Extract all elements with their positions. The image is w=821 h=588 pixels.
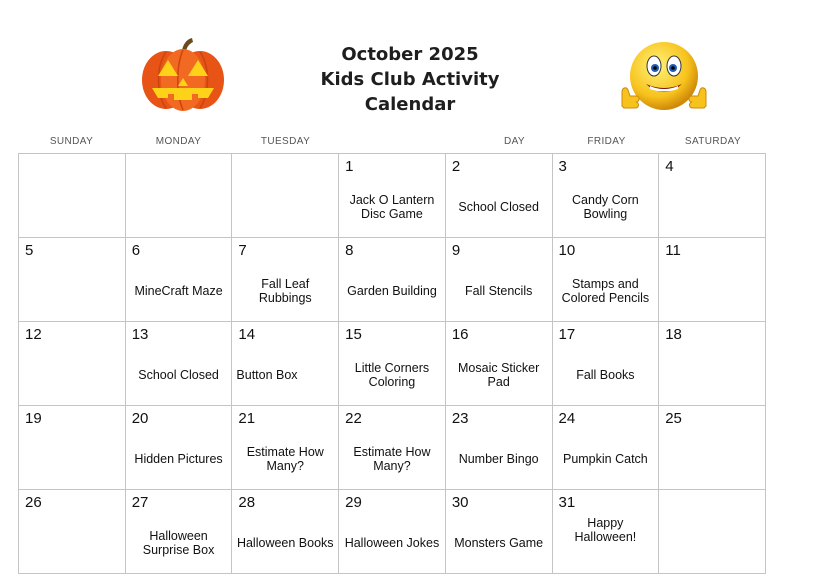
activity-text [23, 434, 121, 483]
calendar-day-cell [552, 490, 659, 574]
calendar-day-cell [552, 322, 659, 406]
calendar-day-cell [445, 238, 552, 322]
calendar-day-cell [552, 238, 659, 322]
activity-text [23, 518, 121, 567]
title-line-3: Calendar [364, 94, 456, 115]
calendar-day-cell [232, 154, 339, 238]
day-number: 15 [345, 326, 362, 343]
weekday-monday: MONDAY [155, 136, 202, 147]
calendar-day-cell [125, 490, 232, 574]
calendar-day-cell [125, 154, 232, 238]
calendar-week-row [19, 322, 766, 406]
calendar-day-cell [659, 406, 766, 490]
day-number: 11 [665, 242, 681, 259]
day-number: 10 [558, 242, 576, 259]
activity-text [663, 182, 761, 231]
day-number: 25 [665, 410, 682, 427]
day-number: 5 [25, 242, 34, 259]
calendar-day-cell [125, 406, 232, 490]
activity-text: Estimate How Many? [353, 444, 431, 473]
day-number: 29 [345, 494, 362, 511]
day-number: 19 [25, 410, 42, 427]
weekday-thursday: DAY [503, 136, 526, 147]
calendar-day-cell [339, 322, 446, 406]
activity-text: Halloween Surprise Box [142, 528, 215, 557]
calendar-day-cell [339, 154, 446, 238]
activity-text: MineCraft Maze [134, 283, 223, 298]
day-number: 4 [665, 158, 674, 175]
day-number: 18 [665, 326, 682, 343]
activity-text [23, 350, 121, 399]
calendar-week-row [19, 238, 766, 322]
calendar-day-cell [232, 322, 339, 406]
calendar-day-cell [339, 490, 446, 574]
day-number: 14 [238, 326, 256, 343]
activity-text: Monsters Game [454, 535, 544, 550]
activity-text: Button Box [236, 367, 298, 382]
calendar-week-row [19, 406, 766, 490]
activity-text: Halloween Books [236, 535, 334, 550]
day-number: 26 [25, 494, 42, 511]
calendar-day-cell [232, 238, 339, 322]
activity-text: Pumpkin Catch [562, 451, 648, 466]
calendar-title [290, 42, 530, 117]
calendar-day-cell [659, 322, 766, 406]
title-line-2: Kids Club Activity [320, 69, 500, 90]
day-number: 7 [238, 242, 247, 259]
activity-text: Happy Halloween! [574, 515, 637, 544]
activity-text: Mosaic Sticker Pad [458, 360, 540, 389]
day-number: 2 [451, 158, 461, 175]
calendar-day-cell [445, 490, 552, 574]
day-number: 13 [131, 326, 149, 343]
activity-text [663, 518, 761, 567]
weekday-friday: FRIDAY [587, 136, 626, 147]
day-number: 9 [451, 242, 461, 259]
activity-text: Fall Books [576, 367, 635, 382]
day-number: 28 [238, 494, 256, 511]
activity-text: Garden Building [347, 283, 437, 298]
activity-text: Hidden Pictures [134, 451, 223, 466]
calendar-day-cell [659, 154, 766, 238]
day-number: 20 [131, 410, 149, 427]
day-number: 16 [451, 326, 469, 343]
activity-text [663, 350, 761, 399]
weekday-sunday: SUNDAY [49, 136, 94, 147]
activity-text: Halloween Jokes [344, 535, 440, 550]
calendar-day-cell [445, 322, 552, 406]
activity-text: School Closed [458, 199, 539, 214]
calendar-day-cell [125, 238, 232, 322]
title-line-1: October 2025 [341, 44, 479, 65]
day-number: 8 [345, 242, 354, 259]
calendar-day-cell [659, 490, 766, 574]
activity-text [130, 182, 228, 231]
activity-text [663, 434, 761, 483]
day-number: 6 [131, 242, 141, 259]
calendar-day-cell [552, 406, 659, 490]
weekday-saturday: SATURDAY [684, 136, 742, 147]
calendar-day-cell [339, 406, 446, 490]
activity-text: Jack O Lantern Disc Game [349, 192, 435, 221]
activity-text: Stamps and Colored Pencils [561, 276, 650, 305]
thumbs-up-smiley-icon [612, 36, 716, 122]
calendar-day-cell [19, 238, 126, 322]
weekday-tuesday: TUESDAY [260, 136, 311, 147]
activity-text: Fall Stencils [464, 283, 533, 298]
calendar-day-cell [552, 154, 659, 238]
day-number: 30 [451, 494, 469, 511]
day-number: 24 [558, 410, 576, 427]
activity-text: Fall Leaf Rubbings [258, 276, 312, 305]
calendar-day-cell [659, 238, 766, 322]
day-number: 12 [25, 326, 42, 343]
day-number: 1 [345, 158, 354, 175]
day-number: 17 [558, 326, 576, 343]
activity-text [23, 266, 121, 315]
calendar-day-cell [232, 406, 339, 490]
calendar-day-cell [19, 322, 126, 406]
calendar-week-row [19, 154, 766, 238]
activity-text: Little Corners Coloring [354, 360, 430, 389]
calendar-day-cell [445, 154, 552, 238]
day-number: 31 [558, 494, 576, 511]
day-number: 23 [451, 410, 469, 427]
activity-text [663, 266, 761, 315]
calendar-day-cell [445, 406, 552, 490]
activity-text: Estimate How Many? [246, 444, 324, 473]
calendar-day-cell [125, 322, 232, 406]
activity-text: Candy Corn Bowling [572, 192, 639, 221]
calendar-week-row [19, 490, 766, 574]
calendar-day-cell [19, 490, 126, 574]
calendar-day-cell [19, 406, 126, 490]
calendar-day-cell [232, 490, 339, 574]
activity-text [23, 182, 121, 231]
calendar-grid [18, 153, 766, 574]
day-number: 3 [558, 158, 567, 175]
activity-text: School Closed [138, 367, 219, 382]
jack-o-lantern-icon [136, 36, 230, 112]
calendar-day-cell [19, 154, 126, 238]
activity-text [236, 182, 334, 231]
activity-text: Number Bingo [458, 451, 539, 466]
day-number: 27 [131, 494, 149, 511]
calendar-day-cell [339, 238, 446, 322]
day-number: 21 [238, 410, 256, 427]
day-number: 22 [345, 410, 362, 427]
